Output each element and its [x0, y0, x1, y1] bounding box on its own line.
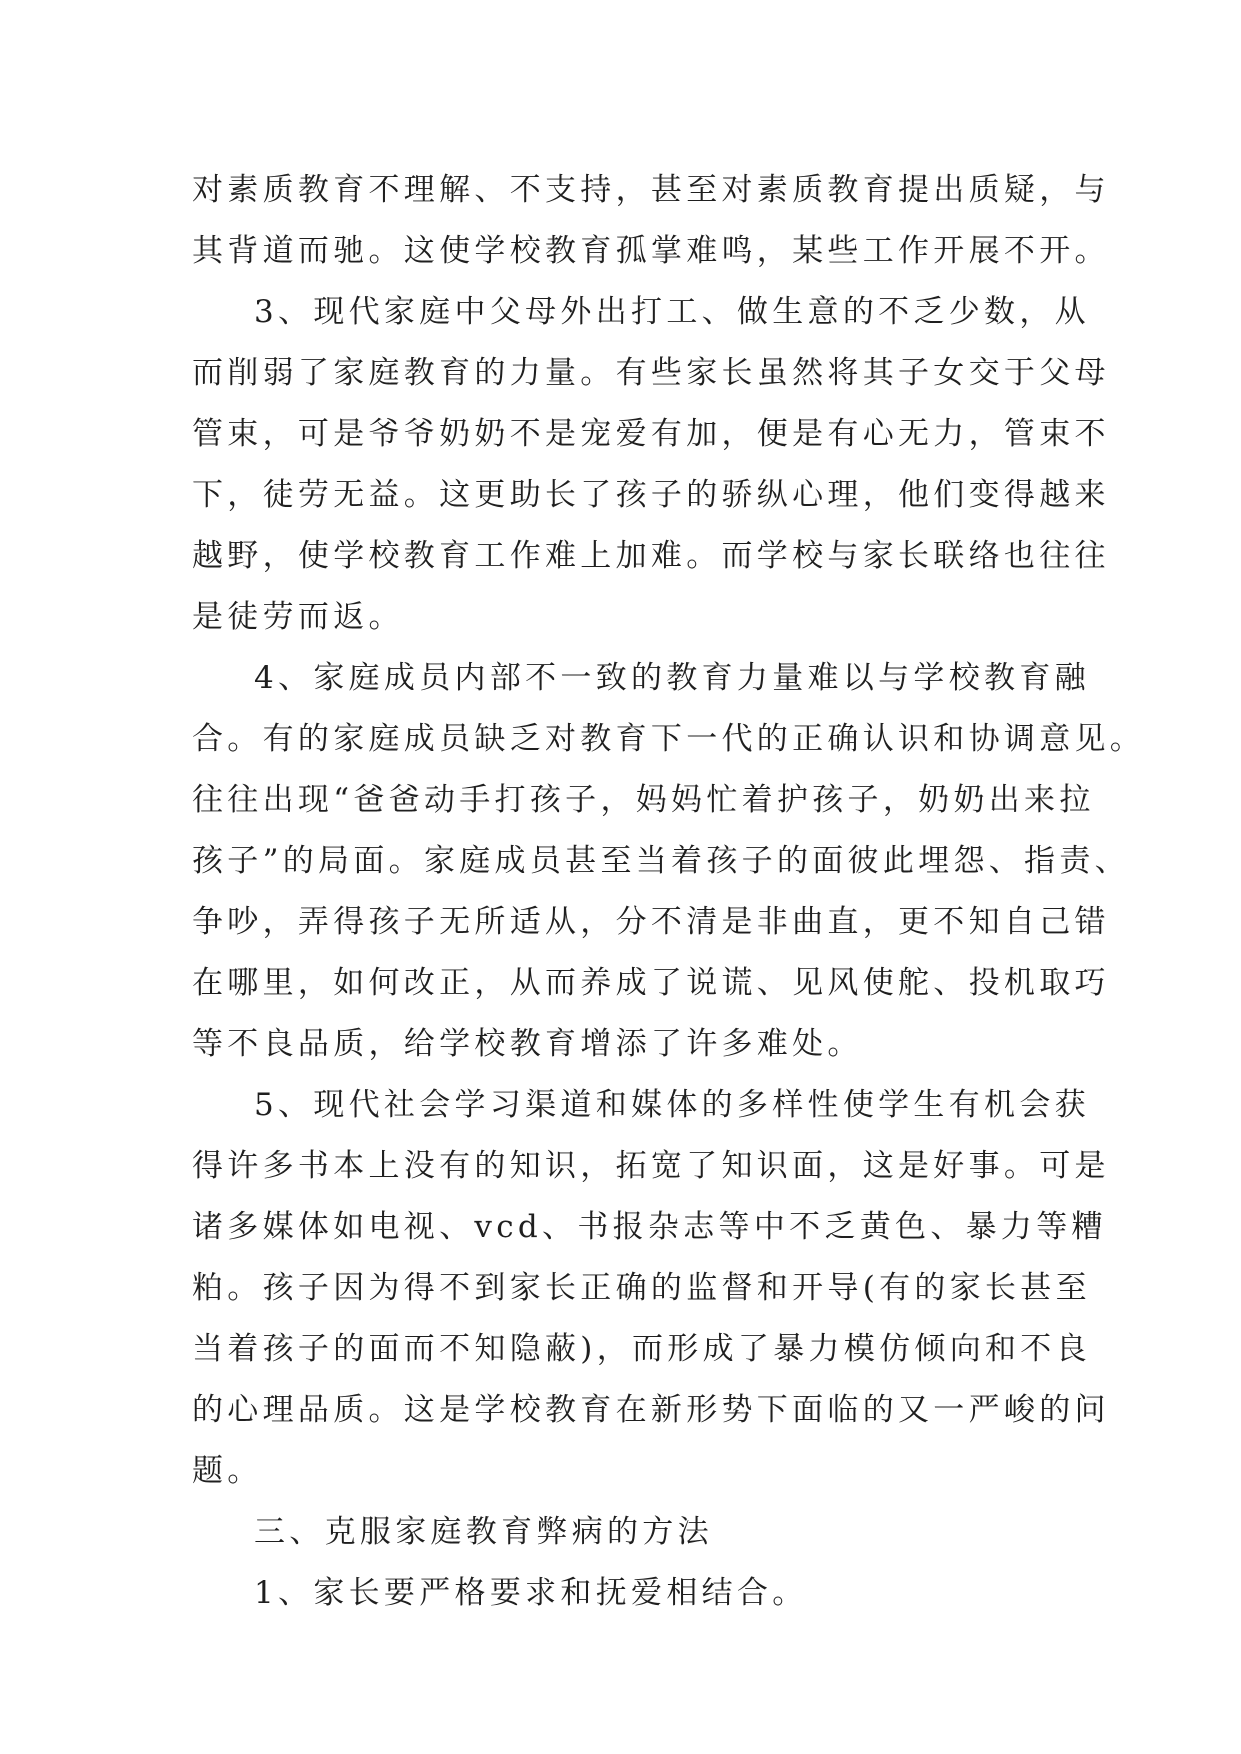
document-body [192, 160, 1146, 1624]
text-line: 管束，可是爷爷奶奶不是宠爱有加，便是有心无力，管束不 [192, 416, 1110, 452]
text-line: 孩子”的局面。家庭成员甚至当着孩子的面彼此埋怨、指责、 [192, 843, 1130, 879]
text-line: 是徒劳而返。 [192, 599, 404, 635]
paragraph-start-line: 1、家长要严格要求和抚爱相结合。 [254, 1575, 808, 1611]
text-line: 的心理品质。这是学校教育在新形势下面临的又一严峻的问 [192, 1392, 1110, 1428]
text-line: 合。有的家庭成员缺乏对教育下一代的正确认识和协调意见。 [192, 721, 1146, 757]
text-line: 下，徒劳无益。这更助长了孩子的骄纵心理，他们变得越来 [192, 477, 1110, 513]
text-line: 争吵，弄得孩子无所适从，分不清是非曲直，更不知自己错 [192, 904, 1110, 940]
text-line: 对素质教育不理解、不支持，甚至对素质教育提出质疑，与 [192, 172, 1110, 208]
text-line: 越野，使学校教育工作难上加难。而学校与家长联络也往往 [192, 538, 1110, 574]
text-line: 等不良品质，给学校教育增添了许多难处。 [192, 1026, 863, 1062]
text-line: 当着孩子的面而不知隐蔽)，而形成了暴力模仿倾向和不良 [192, 1331, 1091, 1367]
text-line: 而削弱了家庭教育的力量。有些家长虽然将其子女交于父母 [192, 355, 1110, 391]
text-line: 得许多书本上没有的知识，拓宽了知识面，这是好事。可是 [192, 1148, 1110, 1184]
text-line: 题。 [192, 1453, 263, 1489]
paragraph-start-line: 5、现代社会学习渠道和媒体的多样性使学生有机会获 [254, 1087, 1090, 1123]
text-line: 粕。孩子因为得不到家长正确的监督和开导(有的家长甚至 [192, 1270, 1091, 1306]
text-line: 在哪里，如何改正，从而养成了说谎、见风使舵、投机取巧 [192, 965, 1110, 1001]
text-line: 往往出现“爸爸动手打孩子，妈妈忙着护孩子，奶奶出来拉 [192, 782, 1095, 818]
section-heading: 三、克服家庭教育弊病的方法 [254, 1514, 713, 1550]
text-line: 诸多媒体如电视、vcd、书报杂志等中不乏黄色、暴力等糟 [192, 1209, 1107, 1245]
paragraph-start-line: 4、家庭成员内部不一致的教育力量难以与学校教育融 [254, 660, 1090, 696]
paragraph-start-line: 3、现代家庭中父母外出打工、做生意的不乏少数，从 [254, 294, 1090, 330]
text-line: 其背道而驰。这使学校教育孤掌难鸣，某些工作开展不开。 [192, 233, 1110, 269]
